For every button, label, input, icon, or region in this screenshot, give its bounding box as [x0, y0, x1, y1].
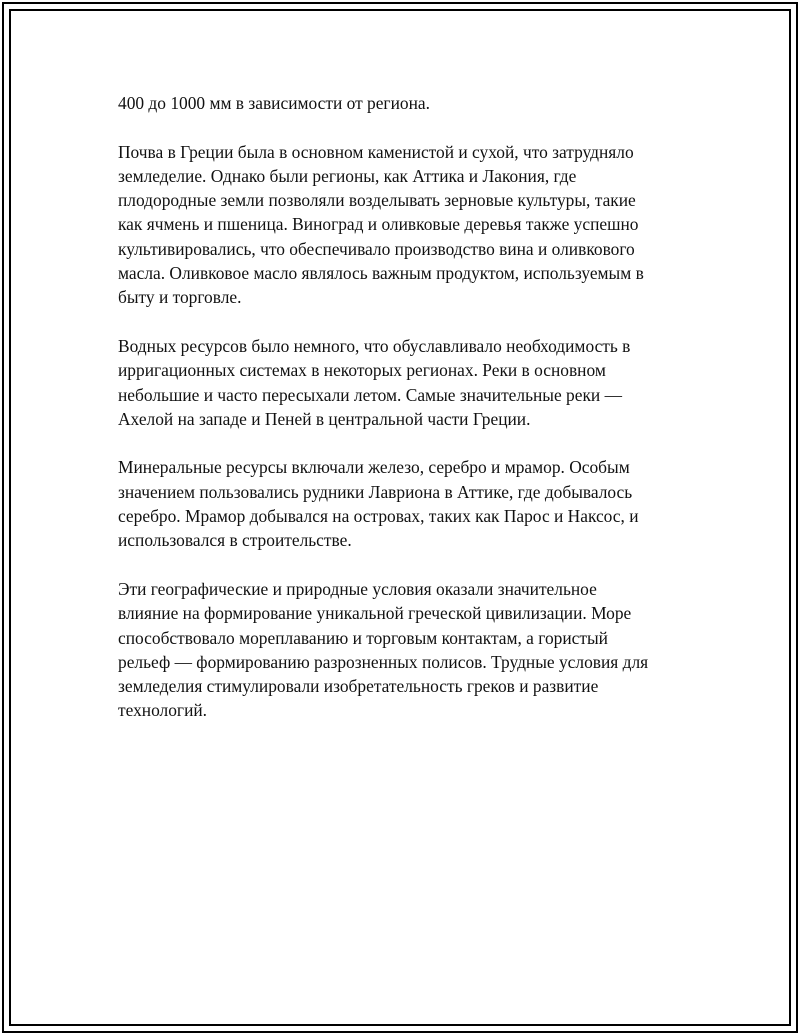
text-line: рельеф — формированию разрозненных полисов. Трудные условия для	[118, 651, 649, 672]
text-line: технологий.	[118, 700, 208, 721]
text-line: быту и торговле.	[118, 287, 242, 308]
text-line: масла. Оливковое масло являлось важным продуктом, используемым в	[118, 263, 644, 284]
text-line: Минеральные ресурсы включали железо, серебро и мрамор. Особым	[118, 457, 630, 478]
text-line: способствовало мореплаванию и торговым контактам, а гористый	[118, 627, 608, 648]
text-line: культивировались, что обеспечивало производство вина и оливкового	[118, 238, 635, 259]
text-line: земледелия стимулировали изобретательность греков и развитие	[118, 676, 599, 697]
paragraph-2	[118, 140, 698, 310]
text-line: Эти географические и природные условия оказали значительное	[118, 578, 597, 599]
text-line: плодородные земли позволяли возделывать зерновые культуры, такие	[118, 190, 636, 211]
text-line: ирригационных системах в некоторых регионах. Реки в основном	[118, 360, 606, 381]
text-line: использовался в строительстве.	[118, 530, 352, 551]
paragraph-3	[118, 334, 698, 431]
text-line: Ахелой на западе и Пеней в центральной части Греции.	[118, 408, 531, 429]
paragraph-1	[118, 91, 698, 115]
text-line: небольшие и часто пересыхали летом. Самые значительные реки —	[118, 384, 622, 405]
text-line: Водных ресурсов было немного, что обуславливало необходимость в	[118, 335, 631, 356]
paragraph-5	[118, 577, 698, 723]
document-body	[118, 91, 698, 747]
text-line: земледелие. Однако были регионы, как Аттика и Лакония, где	[118, 165, 577, 186]
text-line: серебро. Мрамор добывался на островах, таких как Парос и Наксос, и	[118, 506, 639, 527]
paragraph-4	[118, 455, 698, 552]
text-line: значением пользовались рудники Лавриона в Аттике, где добывалось	[118, 481, 633, 502]
text-line: как ячмень и пшеница. Виноград и оливковые деревья также успешно	[118, 214, 639, 235]
text-line: влияние на формирование уникальной греческой цивилизации. Море	[118, 603, 632, 624]
text-line: Почва в Греции была в основном каменистой и сухой, что затрудняло	[118, 141, 634, 162]
text-line: 400 до 1000 мм в зависимости от региона.	[118, 93, 430, 113]
